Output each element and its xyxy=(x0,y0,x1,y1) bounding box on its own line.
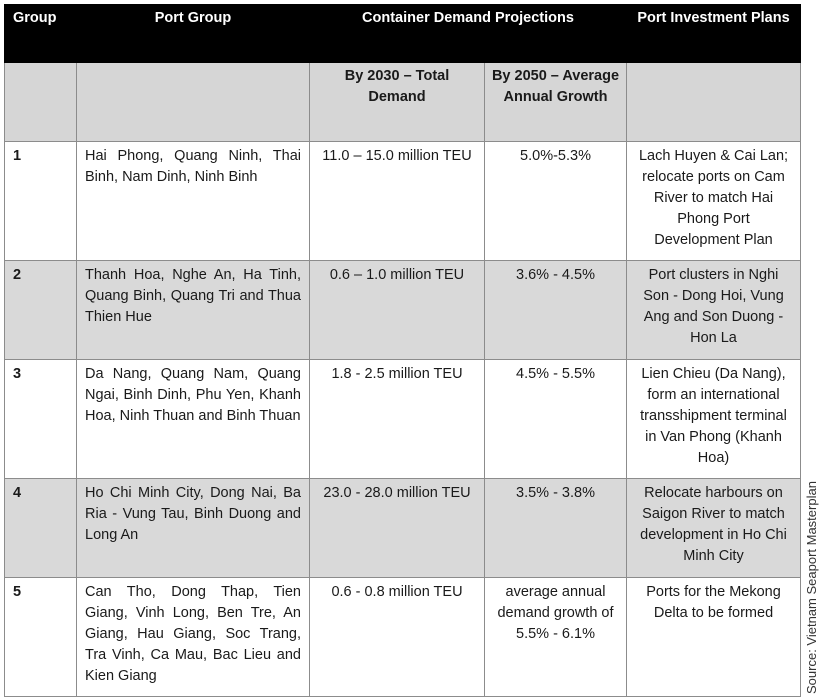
investment-plan-cell: Ports for the Mekong Delta to be formed xyxy=(627,578,801,697)
growth-2050-cell: 3.5% - 3.8% xyxy=(485,479,627,578)
investment-plan-cell: Relocate harbours on Saigon River to match development in Ho Chi Minh City xyxy=(627,479,801,578)
table-row xyxy=(5,578,801,697)
growth-2050-cell: average annual demand growth of 5.5% - 6.1% xyxy=(485,578,627,697)
subheader-2050: By 2050 – Average Annual Growth xyxy=(485,63,627,142)
subheader-empty-1 xyxy=(5,63,77,142)
demand-2030-cell: 0.6 – 1.0 million TEU xyxy=(310,261,485,360)
header-group: Group xyxy=(5,5,77,63)
header-row xyxy=(5,5,801,63)
header-port-investment: Port Investment Plans xyxy=(627,5,801,63)
table-row xyxy=(5,360,801,479)
table-row xyxy=(5,142,801,261)
header-container-demand: Container Demand Projections xyxy=(310,5,627,63)
port-table xyxy=(4,4,801,697)
investment-plan-cell: Lach Huyen & Cai Lan; relocate ports on Cam River to match Hai Phong Port Development Plan xyxy=(627,142,801,261)
subheader-empty-3 xyxy=(627,63,801,142)
subheader-2030: By 2030 – Total Demand xyxy=(310,63,485,142)
port-group-cell: Thanh Hoa, Nghe An, Ha Tinh, Quang Binh, Quang Tri and Thua Thien Hue xyxy=(77,261,310,360)
group-number: 1 xyxy=(5,142,77,261)
group-number: 5 xyxy=(5,578,77,697)
subheader-row xyxy=(5,63,801,142)
group-number: 2 xyxy=(5,261,77,360)
growth-2050-cell: 3.6% - 4.5% xyxy=(485,261,627,360)
source-note: Source: Vietnam Seaport Masterplan xyxy=(804,481,819,694)
growth-2050-cell: 4.5% - 5.5% xyxy=(485,360,627,479)
header-port-group: Port Group xyxy=(77,5,310,63)
subheader-empty-2 xyxy=(77,63,310,142)
demand-2030-cell: 0.6 - 0.8 million TEU xyxy=(310,578,485,697)
port-group-cell: Can Tho, Dong Thap, Tien Giang, Vinh Long, Ben Tre, An Giang, Hau Giang, Soc Trang, Tra Vinh, Ca Mau, Bac Lieu and Kien Giang xyxy=(77,578,310,697)
port-group-cell: Hai Phong, Quang Ninh, Thai Binh, Nam Dinh, Ninh Binh xyxy=(77,142,310,261)
demand-2030-cell: 23.0 - 28.0 million TEU xyxy=(310,479,485,578)
port-group-cell: Ho Chi Minh City, Dong Nai, Ba Ria - Vung Tau, Binh Duong and Long An xyxy=(77,479,310,578)
group-number: 3 xyxy=(5,360,77,479)
group-number: 4 xyxy=(5,479,77,578)
table-row xyxy=(5,479,801,578)
growth-2050-cell: 5.0%-5.3% xyxy=(485,142,627,261)
investment-plan-cell: Lien Chieu (Da Nang), form an international transshipment terminal in Van Phong (Khanh Hoa) xyxy=(627,360,801,479)
table-row xyxy=(5,261,801,360)
investment-plan-cell: Port clusters in Nghi Son - Dong Hoi, Vung Ang and Son Duong - Hon La xyxy=(627,261,801,360)
demand-2030-cell: 11.0 – 15.0 million TEU xyxy=(310,142,485,261)
demand-2030-cell: 1.8 - 2.5 million TEU xyxy=(310,360,485,479)
port-group-cell: Da Nang, Quang Nam, Quang Ngai, Binh Dinh, Phu Yen, Khanh Hoa, Ninh Thuan and Binh Thuan xyxy=(77,360,310,479)
